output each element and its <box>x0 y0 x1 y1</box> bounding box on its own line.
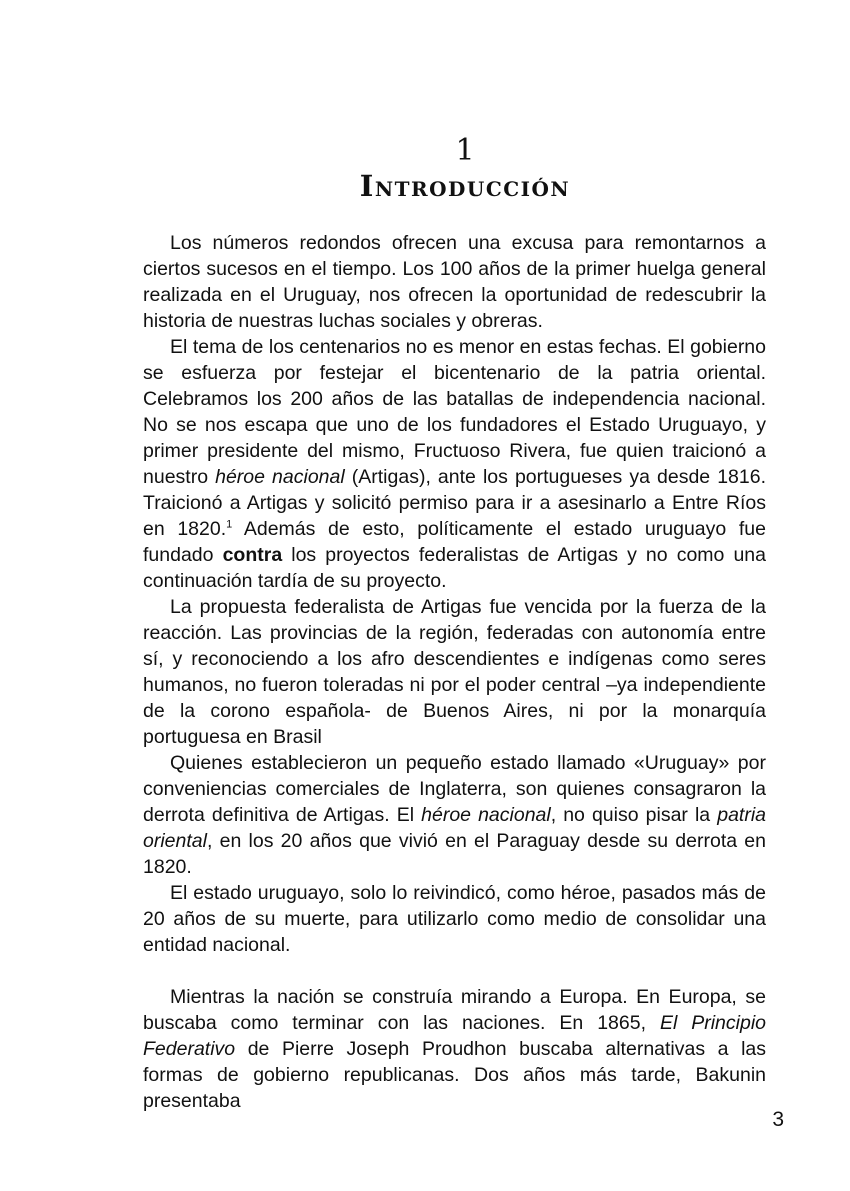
paragraph-text: El estado uruguayo, solo lo reivindicó, como héroe, pasados más de 20 años de su muerte, para utilizarlo como medio de consolidar una entidad nacional. <box>143 882 766 956</box>
paragraph-3 <box>143 594 766 750</box>
paragraph-text: La propuesta federalista de Artigas fue vencida por la fuerza de la reacción. Las provincias de la región, federadas con autonomía entre sí, y reconociendo a los afro descendientes e indígenas como seres humanos, no fueron toleradas ni por el poder central –ya independiente de la corono española- de Buenos Aires, ni por la monarquía portuguesa en Brasil <box>143 596 766 748</box>
italic-term: El Principio Federativo <box>143 1012 766 1060</box>
paragraph-6 <box>143 984 766 1114</box>
page-number: 3 <box>772 1108 784 1131</box>
paragraph-text: , en los 20 años que vivió en el Paraguay desde su derrota en 1820. <box>143 830 766 878</box>
paragraph-text: (Artigas), ante los portugueses ya desde 1816. Traicionó a Artigas y solicitó permiso para ir a asesinarlo a Entre Ríos en 1820. <box>143 466 766 540</box>
paragraph-4 <box>143 750 766 880</box>
paragraph-text: los proyectos federalistas de Artigas y no como una continuación tardía de su proyecto. <box>143 544 766 592</box>
italic-term: héroe nacional <box>215 466 345 488</box>
paragraph-text: Quienes establecieron un pequeño estado llamado «Uruguay» por conveniencias comerciales de Inglaterra, son quienes consagraron la derrota definitiva de Artigas. El <box>143 752 766 826</box>
paragraph-text: Además de esto, políticamente el estado uruguayo fue fundado <box>143 518 766 566</box>
chapter-title: Introducción <box>359 169 571 203</box>
paragraph-text: de Pierre Joseph Proudhon buscaba alternativas a las formas de gobierno republicanas. Dos años más tarde, Bakunin presentaba <box>143 1038 766 1112</box>
paragraph-2 <box>143 334 766 594</box>
bold-term: contra <box>222 544 283 566</box>
paragraph-text: Mientras la nación se construía mirando a Europa. En Europa, se buscaba como terminar con las naciones. En 1865, <box>143 986 766 1034</box>
italic-term: patria oriental <box>143 804 766 852</box>
footnote-reference: 1 <box>226 518 233 531</box>
paragraph-text: , no quiso pisar la <box>550 804 718 826</box>
paragraph-text: El tema de los centenarios no es menor en estas fechas. El gobierno se esfuerza por festejar el bicentenario de la patria oriental. Celebramos los 200 años de las batallas de independencia nacional. No se nos escapa que uno de los fundadores el Estado Uruguayo, y primer presidente del mismo, Fructuoso Rivera, fue quien traicionó a nuestro <box>143 336 766 488</box>
paragraph-1 <box>143 230 766 334</box>
paragraph-text: Los números redondos ofrecen una excusa para remontarnos a ciertos sucesos en el tiempo. Los 100 años de la primer huelga general realizada en el Uruguay, nos ofrecen la oportunidad de redescubrir la historia de nuestras luchas sociales y obreras. <box>143 232 766 332</box>
chapter-number: 1 <box>455 133 475 168</box>
paragraph-5 <box>143 880 766 958</box>
body-text <box>143 230 766 1114</box>
italic-term: héroe nacional <box>421 804 551 826</box>
